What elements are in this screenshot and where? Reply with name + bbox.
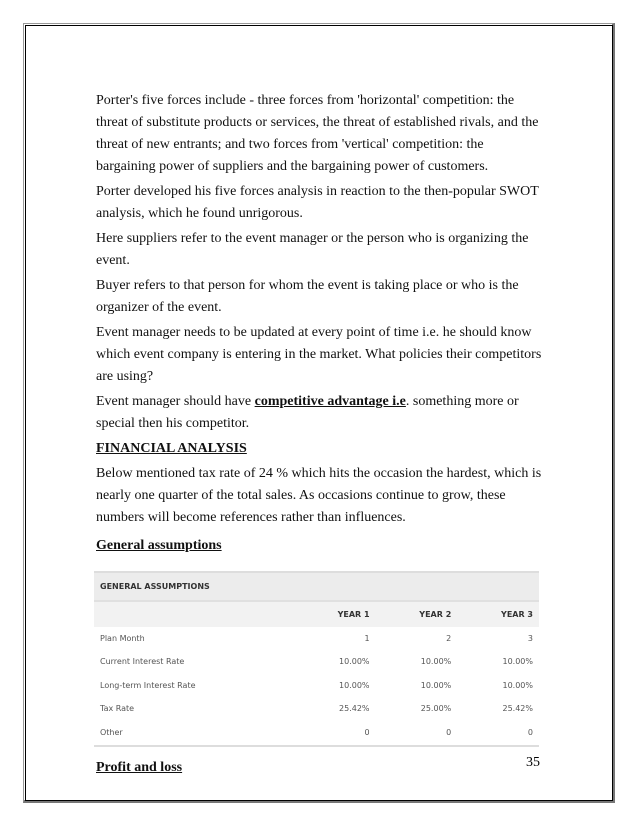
cell: 10.00%: [502, 657, 533, 667]
row-label: Other: [94, 721, 294, 746]
column-header: YEAR 1: [294, 601, 376, 627]
cell: 25.42%: [502, 704, 533, 714]
document-body: [96, 90, 546, 782]
table-row: [94, 627, 539, 651]
text: Event manager should have: [96, 394, 255, 409]
cell: 10.00%: [420, 657, 452, 667]
general-assumptions-table: [94, 571, 539, 747]
row-label: Long-term Interest Rate: [100, 680, 196, 690]
general-assumptions-heading: General assumptions: [96, 538, 222, 553]
table-row: [94, 651, 539, 675]
column-header-empty: [94, 601, 294, 627]
paragraph-advantage: [96, 391, 546, 435]
paragraph: Buyer refers to that person for whom the event is taking place or who is the organizer of the event.: [96, 278, 519, 315]
cell: 25.00%: [420, 704, 452, 714]
page-number: 35: [526, 755, 540, 770]
cell: 10.00%: [339, 680, 370, 690]
cell: 0: [294, 721, 376, 746]
profit-and-loss-heading: Profit and loss: [96, 759, 183, 775]
cell: 3: [527, 633, 533, 643]
cell: 1: [364, 633, 370, 643]
table-row: [94, 674, 539, 698]
cell: 10.00%: [502, 680, 533, 690]
cell: 25.42%: [339, 704, 370, 714]
row-label: Plan Month: [100, 633, 145, 643]
emphasis: competitive advantage i.e: [254, 394, 406, 409]
cell: 2: [446, 633, 452, 643]
row-label: Current Interest Rate: [100, 657, 185, 667]
cell: 0: [457, 721, 539, 746]
cell: 10.00%: [420, 680, 452, 690]
table-row: [94, 698, 539, 722]
table-row: [94, 721, 539, 746]
text: . something more or special then his competitor.: [96, 394, 519, 431]
column-header: YEAR 3: [457, 601, 539, 627]
cell: 10.00%: [339, 657, 370, 667]
paragraph: Porter developed his five forces analysis in reaction to the then-popular SWOT analysis, which he found unrigorous.: [96, 184, 539, 221]
paragraph: Event manager needs to be updated at every point of time i.e. he should know which event company is entering in the market. What policies their competitors are using?: [96, 325, 542, 384]
column-header: YEAR 2: [376, 601, 458, 627]
table-title: GENERAL ASSUMPTIONS: [94, 572, 539, 601]
row-label: Tax Rate: [100, 704, 135, 714]
paragraph: Below mentioned tax rate of 24 % which hits the occasion the hardest, which is nearly one quarter of the total sales. As occasions continue to grow, these numbers will become references rather than influences.: [96, 466, 542, 525]
cell: 0: [376, 721, 458, 746]
paragraph: Porter's five forces include - three forces from 'horizontal' competition: the threat of substitute products or services, the threat of established rivals, and the threat of new entrants; and two forces from 'vertical' competition: the bargaining power of suppliers and the bargaining power of customers.: [96, 93, 539, 174]
paragraph: Here suppliers refer to the event manager or the person who is organizing the event.: [96, 231, 529, 268]
financial-heading: FINANCIAL ANALYSIS: [96, 441, 247, 456]
